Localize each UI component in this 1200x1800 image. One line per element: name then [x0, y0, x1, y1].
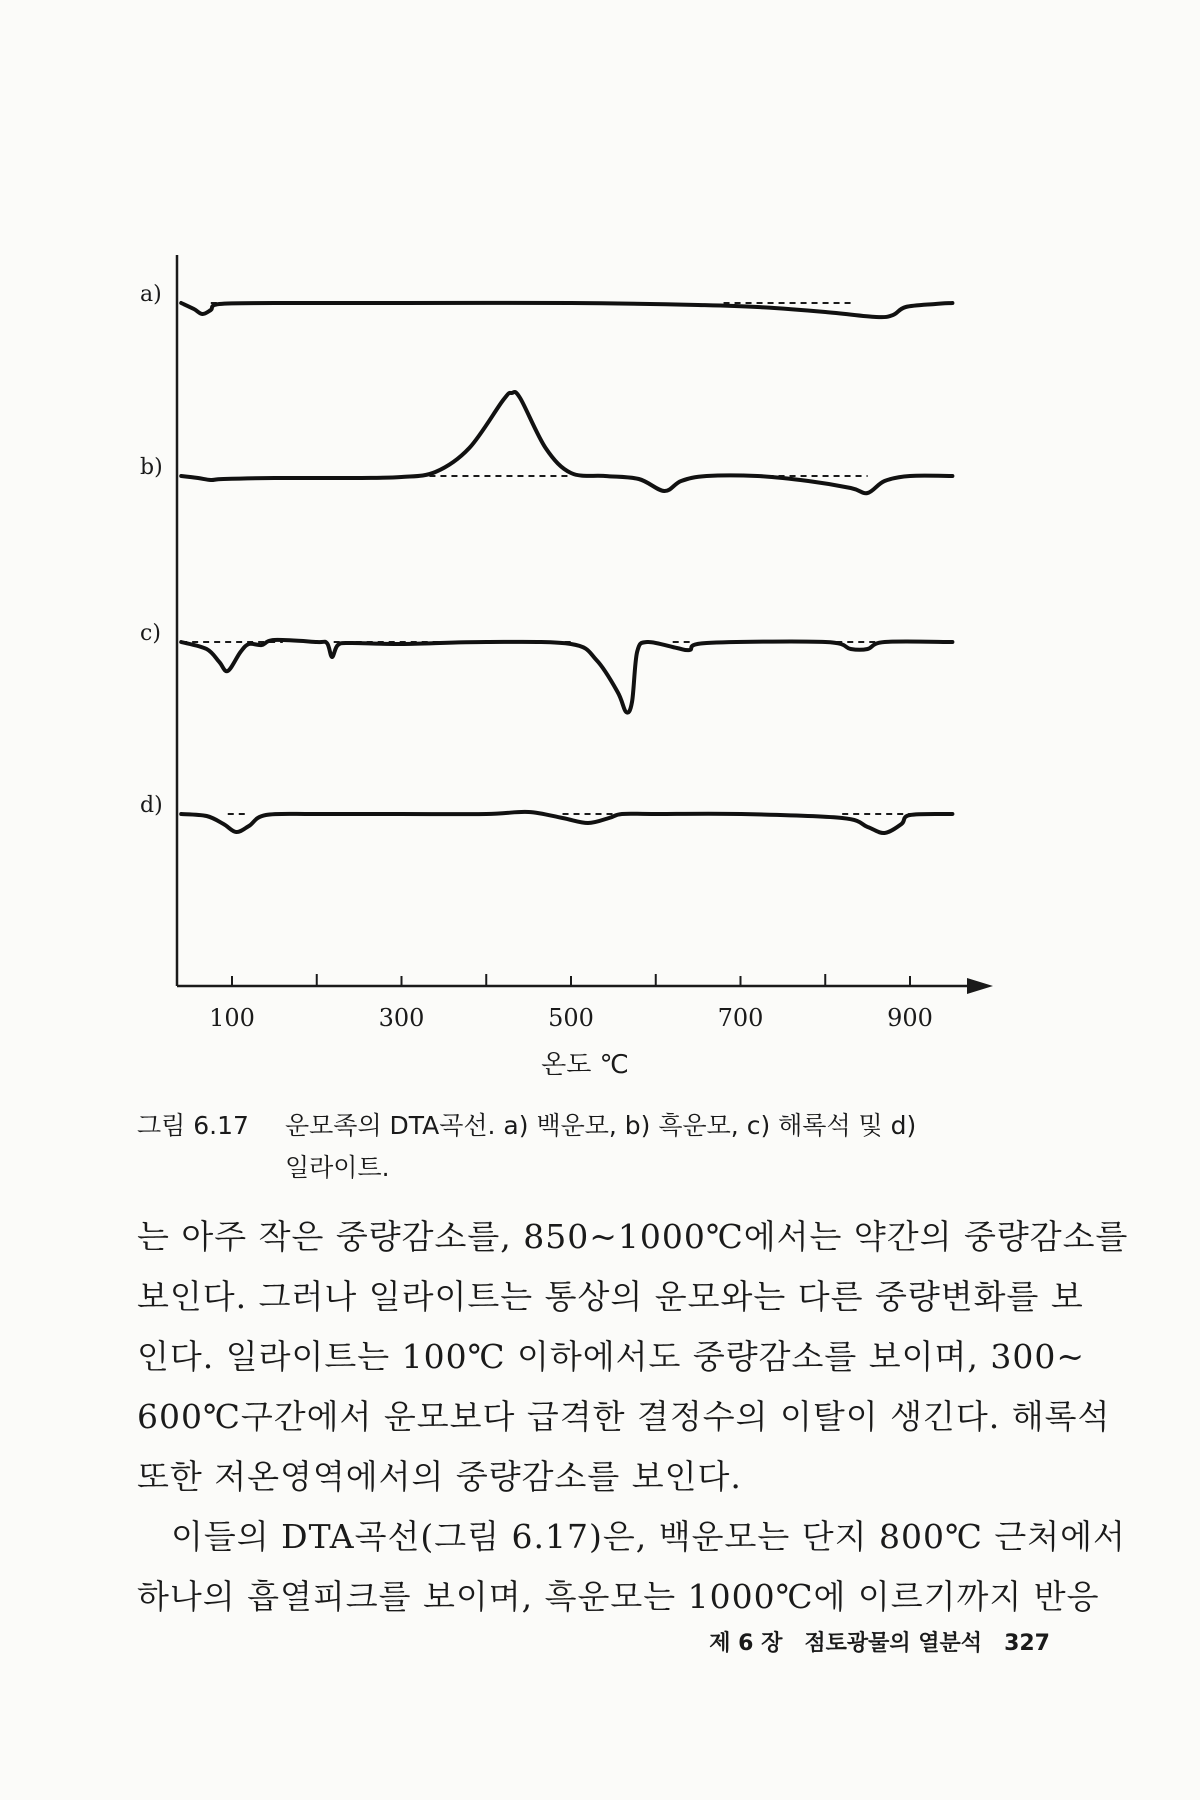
page-footer — [640, 1626, 1050, 1657]
page-number: 327 — [1004, 1631, 1050, 1656]
x-tick-label: 500 — [548, 1004, 594, 1032]
caption-text: 운모족의 DTA곡선. a) 백운모, b) 흑운모, c) 해록석 및 d) — [285, 1111, 917, 1140]
x-axis-label: 온도 ℃ — [541, 1050, 629, 1080]
trace-label: c) — [140, 621, 161, 646]
x-tick-label: 100 — [209, 1004, 255, 1032]
x-tick-label: 900 — [887, 1004, 933, 1032]
dta-trace — [181, 640, 952, 713]
body-line: 보인다. 그러나 일라이트는 통상의 운모와는 다른 중량변화를 보 — [137, 1277, 1084, 1316]
dta-trace — [181, 812, 952, 833]
caption-text-continued: 일라이트. — [285, 1153, 390, 1182]
x-tick-label: 700 — [717, 1004, 764, 1032]
trace-label: b) — [140, 455, 163, 480]
body-line: 600℃구간에서 운모보다 급격한 결정수의 이탈이 생긴다. 해록석 — [137, 1397, 1111, 1436]
body-line: 인다. 일라이트는 100℃ 이하에서도 중량감소를 보이며, 300~ — [137, 1337, 1086, 1376]
x-axis-arrow — [967, 978, 993, 994]
body-text — [137, 1207, 1129, 1627]
body-line: 는 아주 작은 중량감소를, 850~1000℃에서는 약간의 중량감소를 — [137, 1217, 1129, 1256]
figure-caption — [137, 1105, 1057, 1189]
dta-trace — [181, 392, 952, 493]
chapter-label: 제 6 장 — [709, 1631, 783, 1656]
chapter-title: 점토광물의 열분석 — [804, 1631, 983, 1656]
caption-label: 그림 6.17 — [137, 1111, 249, 1140]
trace-label: d) — [140, 793, 163, 818]
body-line: 또한 저온영역에서의 중량감소를 보인다. — [137, 1457, 742, 1496]
dta-trace — [181, 303, 952, 317]
x-tick-label: 300 — [378, 1004, 425, 1032]
trace-label: a) — [140, 282, 162, 307]
body-line: 이들의 DTA곡선(그림 6.17)은, 백운모는 단지 800℃ 근처에서 — [137, 1517, 1126, 1556]
body-line: 하나의 흡열피크를 보이며, 흑운모는 1000℃에 이르기까지 반응 — [137, 1577, 1100, 1616]
